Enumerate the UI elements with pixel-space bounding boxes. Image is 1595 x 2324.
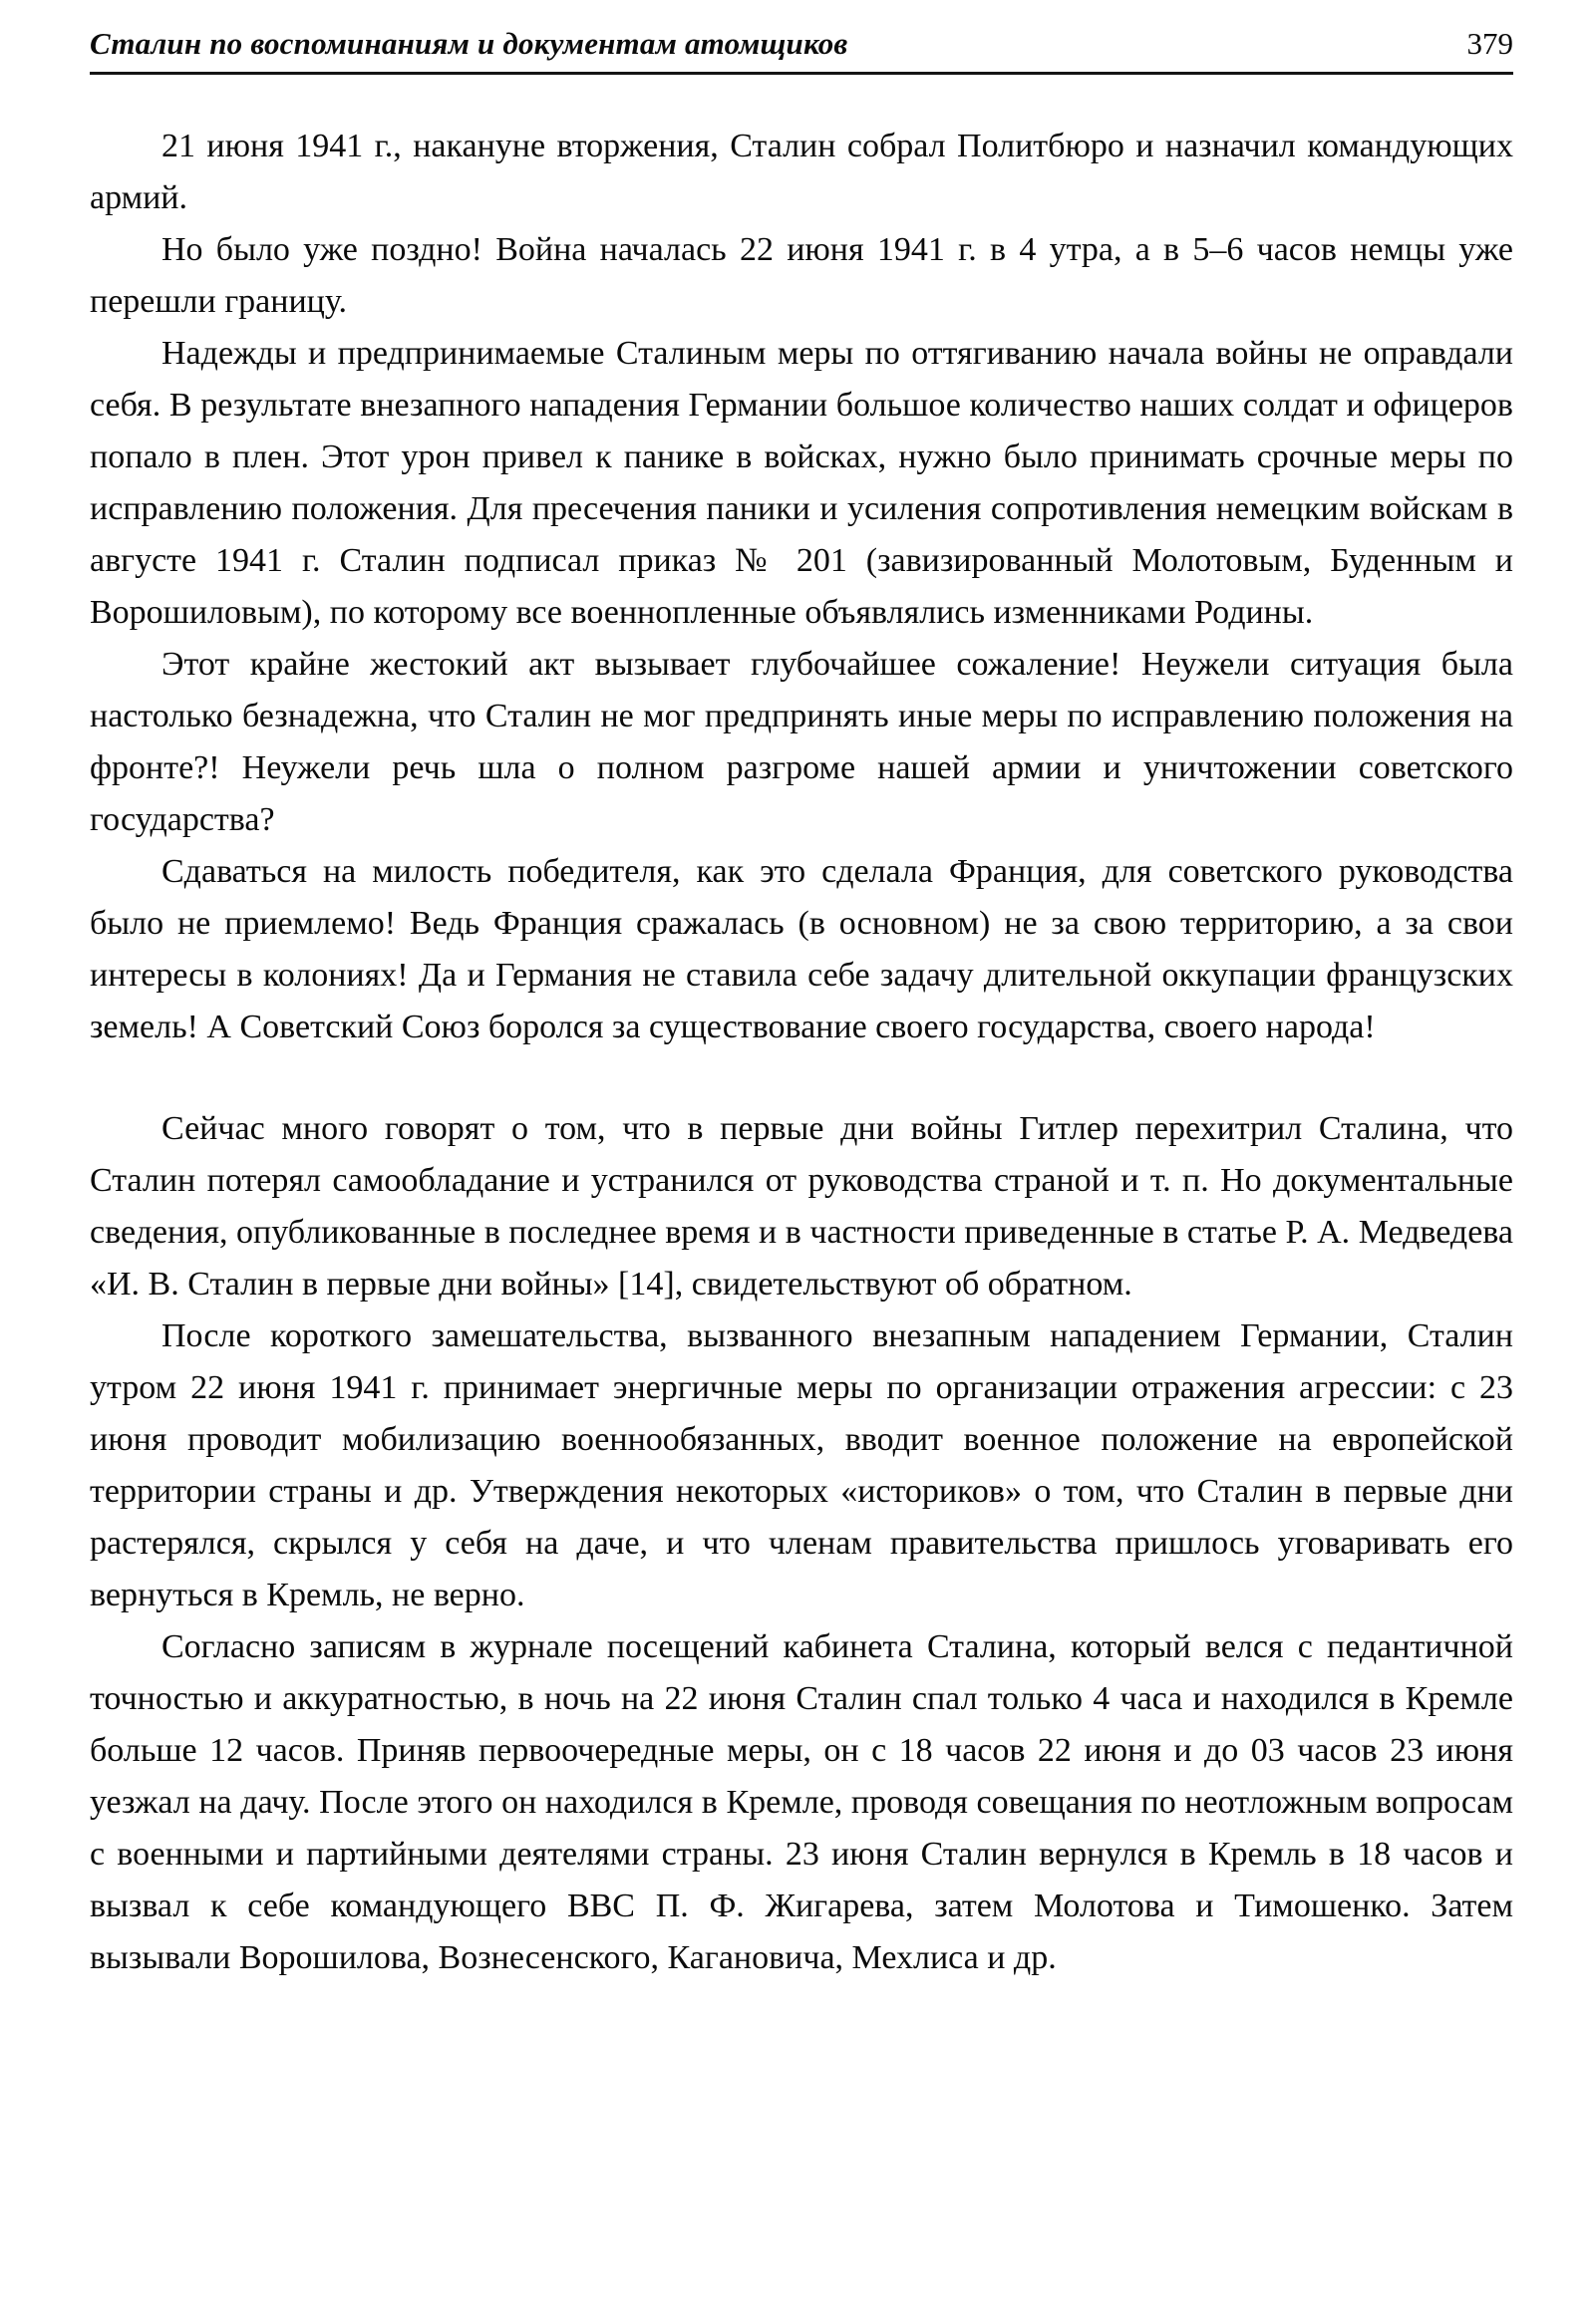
text-block: [90, 121, 1513, 1984]
paragraph: Сдаваться на милость победителя, как это сделала Франция, для советского руководства было не приемлемо! Ведь Франция сражалась (в основном) не за свою территорию, а за свои интересы в колониях! Да и Германия не ставила себе задачу длительной оккупации французских земель! А Советский Союз боролся за существование своего государства, своего народа!: [90, 853, 1513, 1045]
header-rule: [90, 72, 1513, 75]
paragraph: После короткого замешательства, вызванного внезапным нападением Германии, Сталин утром 22 июня 1941 г. принимает энергичные меры по организации отражения агрессии: с 23 июня проводит мобилизацию военнообязанных, вводит военное положение на европейской территории страны и др. Утверждения некоторых «историков» о том, что Сталин в первые дни растерялся, скрылся у себя на даче, и что членам правительства пришлось уговаривать его вернуться в Кремль, не верно.: [90, 1317, 1513, 1613]
page-number: 379: [1466, 26, 1513, 61]
paragraph: Согласно записям в журнале посещений кабинета Сталина, который велся с педантичной точностью и аккуратностью, в ночь на 22 июня Сталин спал только 4 часа и находился в Кремле больше 12 часов. Приняв первоочередные меры, он с 18 часов 22 июня и до 03 часов 23 июня уезжал на дачу. После этого он находился в Кремле, проводя совещания по неотложным вопросам с военными и партийными деятелями страны. 23 июня Сталин вернулся в Кремль в 18 часов и вызвал к себе командующего ВВС П. Ф. Жигарева, затем Молотова и Тимошенко. Затем вызывали Ворошилова, Вознесенского, Кагановича, Мехлиса и др.: [90, 1628, 1513, 1976]
paragraph: Сейчас много говорят о том, что в первые дни войны Гитлер перехитрил Сталина, что Сталин потерял самообладание и устранился от руководства страной и т. п. Но документальные сведения, опубликованные в последнее время и в частности приведенные в статье Р. А. Медведева «И. В. Сталин в первые дни войны» [14], свидетельствуют об обратном.: [90, 1110, 1513, 1303]
running-header-title: Сталин по воспоминаниям и документам атомщиков: [90, 26, 848, 61]
paragraph: Надежды и предпринимаемые Сталиным меры по оттягиванию начала войны не оправдали себя. В результате внезапного нападения Германии большое количество наших солдат и офицеров попало в плен. Этот урон привел к панике в войсках, нужно было принимать срочные меры по исправлению положения. Для пресечения паники и усиления сопротивления немецким войскам в августе 1941 г. Сталин подписал приказ № 201 (завизированный Молотовым, Буденным и Ворошиловым), по которому все военнопленные объявлялись изменниками Родины.: [90, 335, 1513, 631]
paragraph: Этот крайне жестокий акт вызывает глубочайшее сожаление! Неужели ситуация была настолько безнадежна, что Сталин не мог предпринять иные меры по исправлению положения на фронте?! Неужели речь шла о полном разгроме нашей армии и уничтожении советского государства?: [90, 646, 1513, 838]
running-header: [90, 26, 1513, 62]
paragraph: Но было уже поздно! Война началась 22 июня 1941 г. в 4 утра, а в 5–6 часов немцы уже перешли границу.: [90, 231, 1513, 320]
paragraph: 21 июня 1941 г., накануне вторжения, Сталин собрал Политбюро и назначил командующих армий.: [90, 128, 1513, 216]
